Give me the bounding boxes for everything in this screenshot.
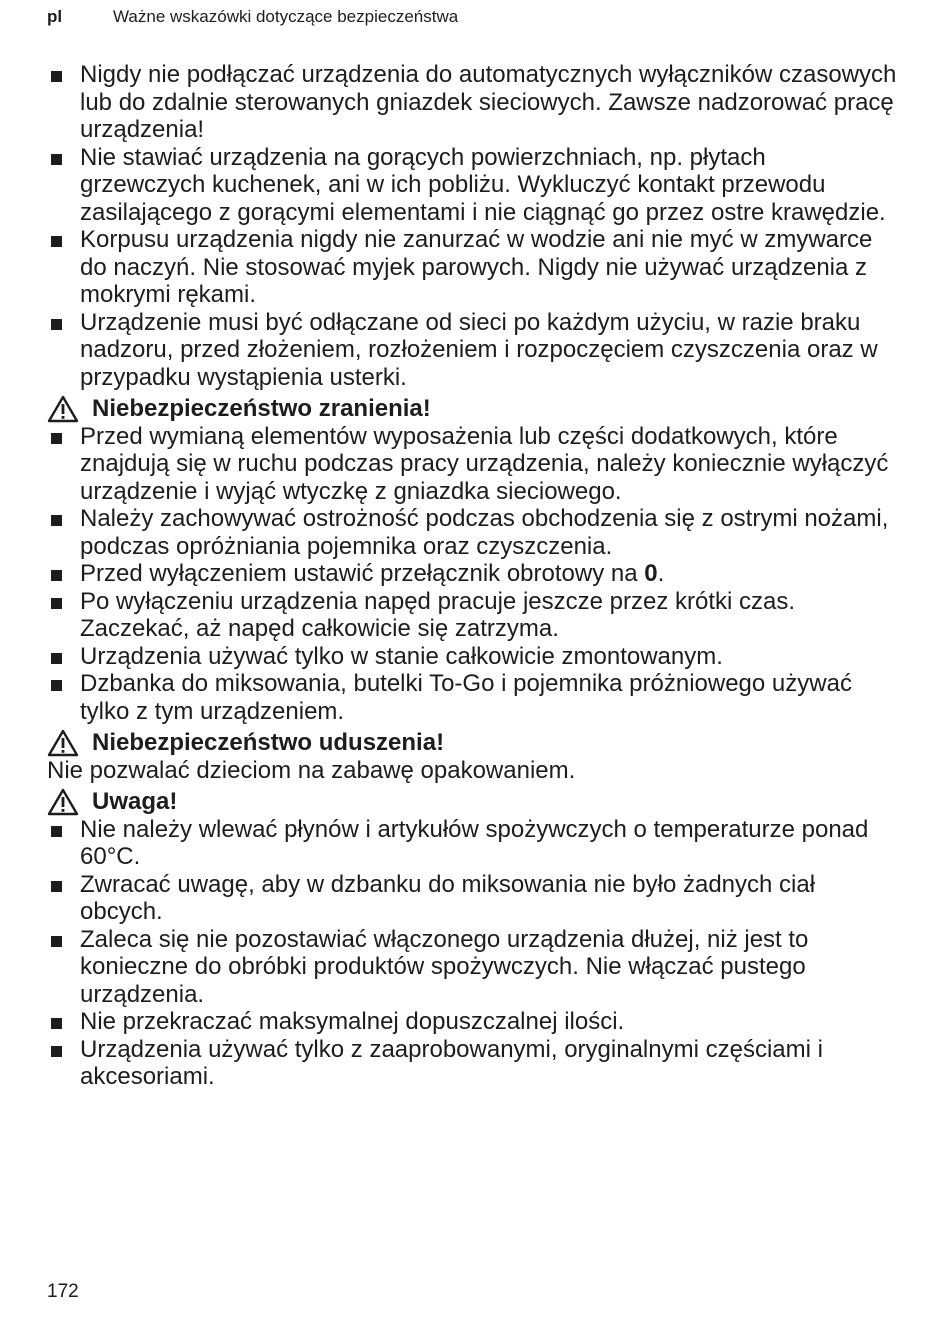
page-header <box>47 7 930 31</box>
list-item-text: Urządzenia używać tylko w stanie całkowicie zmontowanym. <box>80 642 723 670</box>
bullet-icon <box>51 433 62 444</box>
bullet-icon <box>51 680 62 691</box>
warning-triangle-icon <box>47 729 79 757</box>
list-item-text-end: . <box>657 560 665 587</box>
warning-triangle-icon <box>47 788 79 816</box>
bullet-icon <box>51 1046 62 1057</box>
bullet-icon <box>51 319 62 330</box>
list-item <box>47 926 897 1009</box>
list-item <box>47 505 897 560</box>
list-item <box>47 423 897 506</box>
list-item-text: Nie stawiać urządzenia na gorących powierzchniach, np. płytach grzewczych kuchenek, ani w ich pobliżu. Wykluczyć kontakt przewodu zasilającego z gorącymi elementami i nie ciągnąć go przez ostre krawędzie. <box>80 143 886 226</box>
list-item-text: Nie przekraczać maksymalnej dopuszczalnej ilości. <box>80 1008 625 1035</box>
list-item <box>47 588 897 643</box>
list-item-text: Nigdy nie podłączać urządzenia do automatycznych wyłączników czasowych lub do zdalnie sterowanych gniazdek sieciowych. Zawsze nadzorować pracę urządzenia! <box>80 61 897 143</box>
list-item <box>47 560 897 588</box>
document-body <box>47 61 897 1091</box>
bullet-icon <box>51 71 62 82</box>
list-item-text: Należy zachowywać ostrożność podczas obchodzenia się z ostrymi nożami, podczas opróżniania pojemnika oraz czyszczenia. <box>80 505 889 560</box>
warning-heading-injury <box>47 395 897 423</box>
warning-title: Niebezpieczeństwo zranienia! <box>92 395 431 422</box>
bullet-icon <box>51 154 62 165</box>
bullet-icon <box>51 826 62 837</box>
list-item <box>47 226 897 309</box>
list-item-text: Przed wymianą elementów wyposażenia lub części dodatkowych, które znajdują się w ruchu podczas pracy urządzenia, należy koniecznie wyłączyć urządzenie i wyjąć wtyczkę z gniazdka sieciowego. <box>80 422 889 505</box>
list-item-text: Urządzenie musi być odłączane od sieci po każdym użyciu, w razie braku nadzoru, przed złożeniem, rozłożeniem i rozpoczęciem czyszczenia oraz w przypadku wystąpienia usterki. <box>80 308 878 391</box>
warning-heading-suffocation <box>47 729 897 757</box>
warning-heading-caution <box>47 788 897 816</box>
list-item <box>47 61 897 144</box>
list-item-text: Nie należy wlewać płynów i artykułów spożywczych o temperaturze ponad 60°C. <box>80 815 869 870</box>
warning-title: Uwaga! <box>92 788 178 815</box>
warning-text: Nie pozwalać dzieciom na zabawę opakowaniem. <box>47 756 576 784</box>
list-item-text: Po wyłączeniu urządzenia napęd pracuje jeszcze przez krótki czas. Zaczekać, aż napęd całkowicie się zatrzyma. <box>80 587 796 642</box>
list-item-text: Urządzenia używać tylko z zaaprobowanymi, oryginalnymi częściami i akcesoriami. <box>80 1035 823 1090</box>
list-item-text: Dzbanka do miksowania, butelki To-Go i pojemnika próżniowego używać tylko z tym urządzeniem. <box>80 670 852 725</box>
warning-triangle-icon <box>47 395 79 423</box>
list-item <box>47 643 897 671</box>
list-item-text: Korpusu urządzenia nigdy nie zanurzać w wodzie ani nie myć w zmywarce do naczyń. Nie stosować myjek parowych. Nigdy nie używać urządzenia z mokrymi rękami. <box>80 226 873 308</box>
page-number: 172 <box>47 1281 79 1302</box>
bullet-icon <box>51 515 62 526</box>
bullet-icon <box>51 598 62 609</box>
language-code: pl <box>47 7 63 26</box>
list-item <box>47 871 897 926</box>
switch-position-value: 0 <box>644 560 658 587</box>
list-item <box>47 670 897 725</box>
list-item-text: Zaleca się nie pozostawiać włączonego urządzenia dłużej, niż jest to konieczne do obróbki produktów spożywczych. Nie włączać pustego urządzenia. <box>80 925 809 1008</box>
list-item-text: Przed wyłączeniem ustawić przełącznik obrotowy na <box>80 560 645 587</box>
warning-title: Niebezpieczeństwo uduszenia! <box>92 729 445 756</box>
bullet-icon <box>51 1018 62 1029</box>
list-item <box>47 1008 897 1036</box>
list-item <box>47 816 897 871</box>
list-item <box>47 144 897 227</box>
bullet-icon <box>51 570 62 581</box>
list-item <box>47 309 897 392</box>
bullet-icon <box>51 653 62 664</box>
bullet-icon <box>51 936 62 947</box>
list-item-text: Zwracać uwagę, aby w dzbanku do miksowania nie było żadnych ciał obcych. <box>80 870 816 925</box>
list-item <box>47 1036 897 1091</box>
bullet-icon <box>51 881 62 892</box>
bullet-icon <box>51 236 62 247</box>
section-title: Ważne wskazówki dotyczące bezpieczeństwa <box>113 7 459 26</box>
